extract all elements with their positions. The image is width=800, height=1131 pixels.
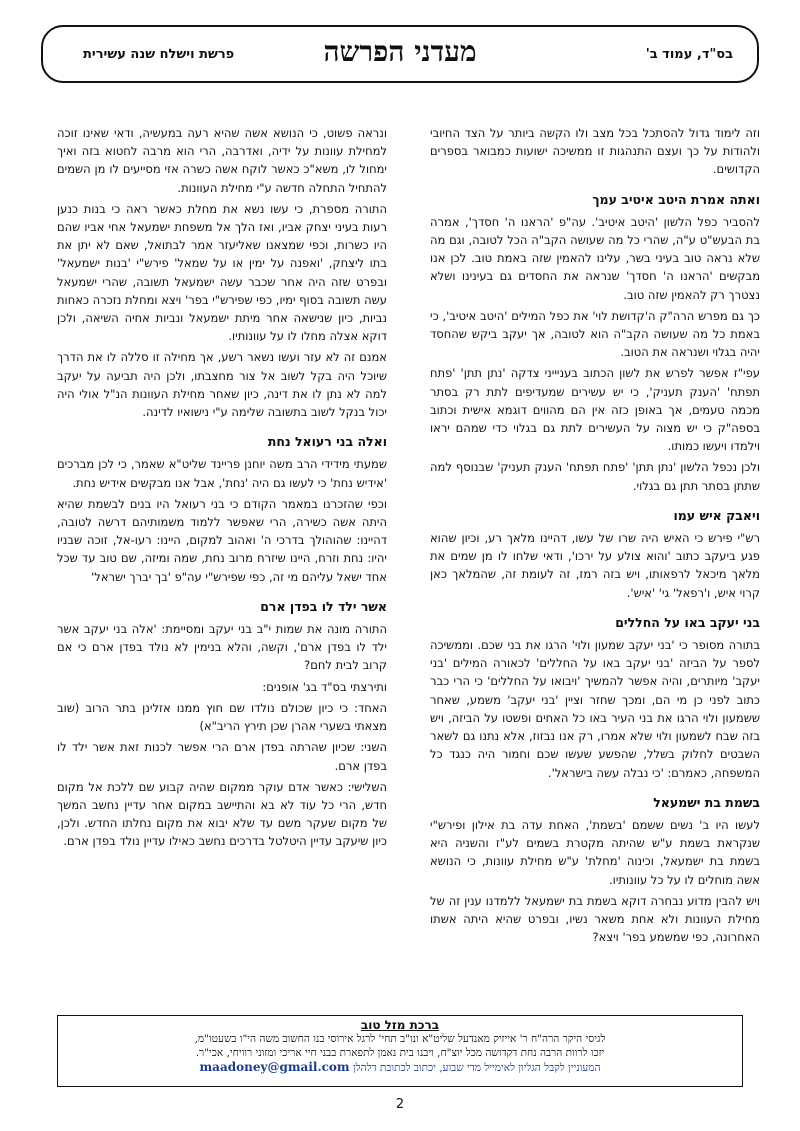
section-title: בשמת בת ישמעאל <box>653 794 760 810</box>
paragraph: התורה מונה את שמות י"ב בני יעקב ומסיימת: 'אלה בני יעקב אשר ילד לו בפדן ארם', וקשה, והלא בנימין לא נולד בפדן ארם כי אם קרוב לבית לחם? <box>57 622 387 673</box>
page-number: 2 <box>395 1097 405 1112</box>
congratulations-line: יזכו לרוות הרבה נחת דקדושה מכל יוצ"ח, ויבנו בית נאמן לתפארת בבני חיי אריכי ומזוני רוויחי, אכי"ר. <box>195 1047 605 1059</box>
paragraph: השלישי: כאשר אדם עוקר ממקום שהיה קבוע שם ללכת אל מקום חדש, הרי כל עוד לא בא והתיישב במקום אחר עדיין נחשב המשך של מקום שעקר משם עד שלא יבוא את מקום נחלתו החדש. ולכן, כיון שיעקב עדיין היטלטל בדרכים נחשב כאילו עדיין נולד בפדן ארם. <box>57 779 387 849</box>
paragraph: השני: שכיון שהרתה בפדן ארם הרי אפשר לכנות זאת אשר ילד לו בפדן ארם. <box>57 740 387 773</box>
paragraph: לעשו היו ב' נשים ששמם 'בשמת', האחת עדה בת אילון ופירש"י שנקראת בשמת ע"ש שהיתה מקטרת בשמים לע"ז והשניה היא בשמת בת ישמעאל, וכינוה 'מחלת' ע"ש מחילת עוונות, כי הנושא אשה מוחלים לו על כל עוונותיו. <box>430 817 760 887</box>
congratulations-title: ברכת מזל טוב <box>360 1018 440 1032</box>
paragraph: בתורה מסופר כי 'בני יעקב שמעון ולוי' הרגו את בני שכם. וממשיכה לספר על הביזה 'בני יעקב באו על החללים' לכאורה המילים 'בני יעקב' מיותרים, והיה אפשר להמשיך 'ויבואו על החללים' כי הרי כבר כתוב לפני כן מי הם, ומכך שחזר וציין 'בני יעקב' משמע, שאחר ששמעון ולוי הרגו את בני העיר באו כל האחים ופשטו על הביזה, ויש בזה שבח לשמעון ולוי שלא אמרו, רק אנו נבזוז, אלא נתנו גם לשאר השבטים לחלוק בשלל, שהפשע שעשו שכם וחמור היה כנגד כל המשפחה, כאמרם: 'כי נבלה עשה בישראל'. <box>430 638 760 780</box>
paragraph: רש"י פירש כי האיש היה שרו של עשו, דהיינו מלאך רע, וכיון שהוא פגע ביעקב כתוב 'והוא צולע על ירכו', ודאי שלחו לו מן שמים את מלאך מיכאל לרפאותו, ויש בזה רמז, זה לעומת זה, שהמלאך כאן קרוי איש, ו'רפאל' גי' 'איש'. <box>430 531 760 600</box>
section-title: ויאבק איש עמו <box>673 507 760 523</box>
intro-paragraph: וזה לימוד גדול להסתכל בכל מצב ולו הקשה ביותר על הצד החיובי ולהודות על כך ועצם התנהגות זו ממשיכה ישועות כמבואר בספרים הקדושים. <box>430 126 760 177</box>
paragraph: אמנם זה לא עזר ועשו נשאר רשע, אך מחילה זו סללה לו את הדרך שיוכל היה בקל לשוב אל צור מחצבתו, ולכן היה תביעה על יעקב למה לא נתן לו את דינה, כיון שאחר מחילת העוונות הנ"ל אולי היה יכול בנקל לשוב בתשובה שלימה ע"י נישואיו לדינה. <box>57 350 387 420</box>
paragraph: וכפי שהזכרנו במאמר הקודם כי בני רעואל היו בנים לבשמת שהיא היתה אשה כשירה, הרי שאפשר ללמוד משמותיהם דרשה לטובה, דהיינו: שהוהולך בדרכי ה' ואהוב למקום, היינו: רעו-אל, זוכה שבניו יהיו: נחת וזרח, היינו שיזרח מרוב נחת, שמה ומיזה, שם טוב עד שכל אחד ישאל עליהם מי זה, כפי שפירש"י עה"פ 'בך יברך ישראל' <box>57 496 387 584</box>
paragraph: להסביר כפל הלשון 'היטב איטיב'. עה"פ 'הראנו ה' חסדך', אמרה בת הבעש"ט ע"ה, שהרי כל מה שעושה הקב"ה הכל לטובה, וגם מה שלא נראה טוב בעיני בשר, עלינו להאמין שזה באמת טוב. לכן אנו מבקשים 'הראנו ה' חסדך' שנראה את החסדים גם בעינינו ושלא נצטרך רק להאמין שזה טוב. <box>430 214 760 302</box>
paragraph: ונראה פשוט, כי הנושא אשה שהיא רעה במעשיה, ודאי שאינו זוכה למחילת עוונות על ידיה, ואדרבה, הרי הוא מרבה לחטוא בזה ואיך ימחול לו, משא"כ כאשר לוקח אשה כשרה אזי מסייעים לו מן השמים להתחיל התחלה חדשה ע"י מחילת העוונות. <box>57 126 387 195</box>
paragraph: עפי"ז אפשר לפרש את לשון הכתוב בעניייני צדקה 'נתן תתן' 'פתח תפתח' 'הענק תעניק', כי יש עשירים שמעדיפים לתת רק בסתר מכמה טעמים, אך באופן כזה אין הם מהווים דוגמא אישית וכתוב בספה"ק כי יש מצוה על העשירים לתת גם בגלוי כדי שמהם יראו וילמדו ויעשו כמותו. <box>430 366 760 454</box>
paragraph: שמעתי מידידי הרב משה יוחנן פריינד שליט"א שאמר, כי לכן מברכים 'אידיש נחת' כי לעשו גם היה 'נחת', אבל אנו מבקשים אידיש נחת. <box>57 457 387 490</box>
subscription-text: המעוניין לקבל הגליון לאימייל מדי שבוע, יכתוב לכתובת דלהלן <box>352 1062 601 1074</box>
page-header <box>41 25 759 83</box>
section-title: בני יעקב באו על החללים <box>615 614 760 630</box>
page-title: מעדני הפרשה <box>323 35 477 68</box>
section-title: אשר ילד לו בפדן ארם <box>260 598 387 614</box>
subscription-note <box>58 1060 742 1075</box>
paragraph: כך גם מפרש הרה"ק ה'קדושת לוי' את כפל המילים 'היטב איטיב', כי באמת כל מה שעושה הקב"ה הוא לטובה, אך יעקב ביקש שהחסד יהיה בגלוי ושנראה את הטוב. <box>430 308 760 360</box>
paragraph: התורה מספרת, כי עשו נשא את מחלת כאשר ראה כי בנות כנען רעות בעיני יצחק אביו, ואז הלך אל משפחת ישמעאל אחי אביו שהם היו כשרות, וכפי שמצאנו שאליעזר אמר לבתואל, שאם לא יתן את בתו ליצחק, 'ואפנה על ימין או על שמאל' פירש"י 'בנות ישמעאל' ובפרט שזה היה אחר שכבר עשה ישמעאל תשובה, שהרי ישמעאל עשה תשובה בסוף ימיו, כפי שפירש"י בפר' ויצא ומחלת נזכרה כאחות נביות, כיון שנישאה אחר מיתת ישמעאל ונביות אחיה השיאה, ולכן דוקא אצלה מחלו לו על עוונותיו. <box>57 201 387 344</box>
paragraph: ותירצתי בס"ד בג' אופנים: <box>262 679 387 694</box>
paragraph: ולכן נכפל הלשון 'נתן תתן' 'פתח תפתח' הענק תעניק' שבנוסף למה שתתן בסתר תתן גם בגלוי. <box>430 460 760 493</box>
header-page-label: בס"ד, עמוד ב' <box>645 47 733 62</box>
section-title: ואתה אמרת היטב איטיב עמך <box>592 191 760 207</box>
left-column <box>57 124 387 854</box>
paragraph: האחד: כי כיון שכולם נולדו שם חוץ ממנו אזלינן בתר הרוב (שוב מצאתי בשערי אהרן שכן תירץ הריב"א) <box>57 700 387 734</box>
header-parsha-label: פרשת וישלח שנה עשירית <box>83 47 235 62</box>
paragraph: ויש להבין מדוע נבחרה דוקא בשמת בת ישמעאל ללמדנו ענין זה של מחילת העוונות ולא אחת משאר נשיו, ובפרט שהיא היתה אשתו האחרונה, כפי שמשמע בפר' ויצא? <box>430 893 760 945</box>
congratulations-box <box>57 1015 743 1087</box>
right-column <box>430 124 760 949</box>
email-link[interactable]: maadoney@gmail.com <box>199 1060 350 1074</box>
section-title: ואלה בני רעואל נחת <box>267 434 387 450</box>
congratulations-line: לגיסי היקר הרה"ח ר' אייזיק מאנדעל שליט"א ונו"ב תחי' לרגל אירוסי בנו החשוב משה הי"ו בשעטו"מ, <box>194 1033 606 1045</box>
